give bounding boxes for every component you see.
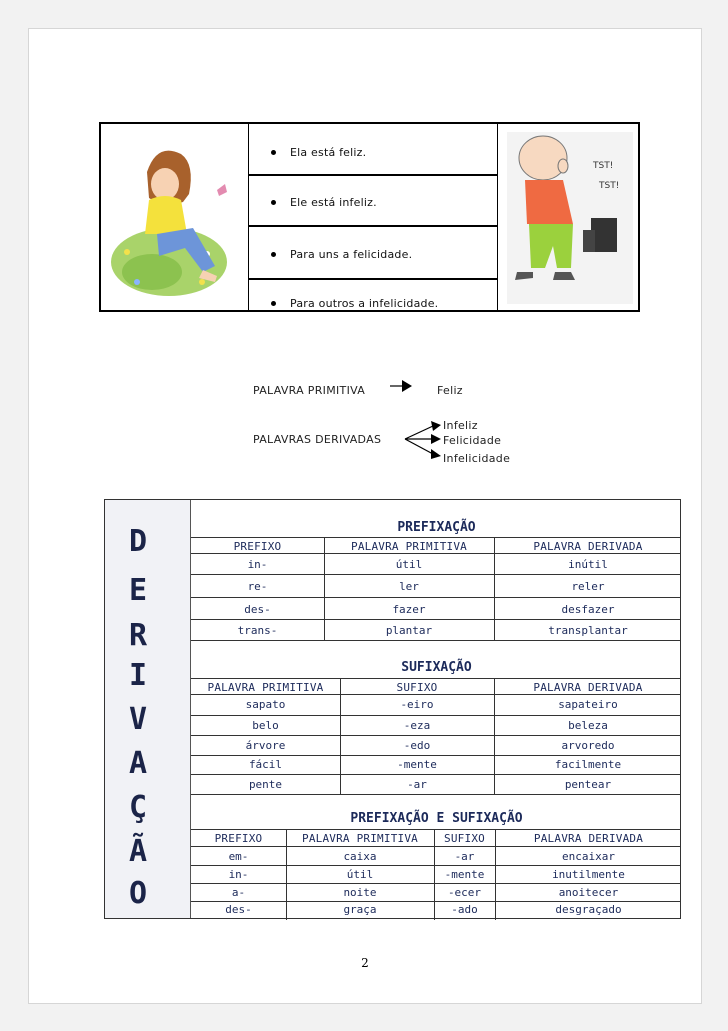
table-cell: trans- (237, 624, 278, 637)
page-number: 2 (361, 956, 369, 970)
branch-arrows-icon (403, 421, 443, 461)
table-cell: caixa (343, 850, 377, 863)
table-cell: transplantar (548, 624, 628, 637)
table-cell: ler (399, 580, 419, 593)
derived-word-1: Infeliz (443, 419, 478, 432)
col-header: PREFIXO (233, 540, 282, 553)
side-letter: E (129, 573, 148, 608)
table-cell: anoitecer (558, 886, 619, 899)
table-cell: desfazer (561, 603, 615, 616)
table-cell: sapateiro (558, 698, 618, 711)
col-header: PALAVRA PRIMITIVA (207, 681, 324, 694)
table-cell: in- (247, 558, 268, 571)
table-cell: encaixar (562, 850, 615, 863)
table-cell: árvore (245, 739, 286, 752)
table-cell: des- (244, 603, 271, 616)
side-letter: V (129, 702, 148, 737)
table-cell: fácil (248, 758, 283, 771)
col-header: SUFIXO (396, 681, 438, 694)
table-cell: -ar (454, 850, 475, 863)
table-cell: -eiro (400, 698, 434, 711)
col-header: PALAVRA DERIVADA (533, 681, 643, 694)
table-cell: -edo (403, 739, 431, 752)
boy-illustration (507, 132, 633, 304)
table-cell: útil (346, 868, 374, 881)
side-letter: O (129, 876, 148, 911)
primitive-label: PALAVRA PRIMITIVA (253, 384, 366, 397)
col-header: PALAVRA PRIMITIVA (302, 832, 418, 845)
sentence-2: Ele está infeliz. (271, 196, 377, 209)
side-letter: I (129, 658, 148, 693)
table-cell: -ar (407, 778, 427, 791)
side-letter: Ç (129, 790, 148, 825)
table-cell: -ado (451, 903, 478, 916)
table-cell: útil (395, 558, 423, 571)
table-cell: belo (252, 719, 279, 732)
svg-text:TST!: TST! (599, 181, 620, 191)
table-cell: pente (248, 778, 283, 791)
svg-text:TST!: TST! (593, 161, 614, 171)
table-cell: graça (343, 903, 377, 916)
table-cell: -ecer (447, 886, 482, 899)
derivacao-table (104, 499, 681, 919)
table-cell: noite (343, 886, 377, 899)
table-cell: re- (247, 580, 268, 593)
col-header: PALAVRA PRIMITIVA (351, 540, 467, 553)
side-letter: D (129, 524, 148, 559)
sentence-4: Para outros a infelicidade. (271, 297, 438, 310)
table-cell: desgraçado (555, 903, 622, 916)
side-letter: A (129, 746, 148, 781)
primitive-word: Feliz (437, 384, 463, 397)
prefixacao-sufixacao-title: PREFIXAÇÃO E SUFIXAÇÃO (350, 811, 523, 826)
table-cell: des- (225, 903, 252, 916)
col-header: PALAVRA DERIVADA (533, 540, 643, 553)
sentences-table (99, 122, 640, 312)
girl-illustration (107, 132, 237, 302)
derivacao-sidebar (105, 500, 191, 918)
table-cell: in- (228, 868, 249, 881)
table-cell: sapato (245, 698, 286, 711)
table-cell: arvoredo (561, 739, 615, 752)
side-letter: Ã (129, 834, 148, 869)
table-cell: -eza (403, 719, 431, 732)
table-cell: em- (228, 850, 249, 863)
table-cell: beleza (568, 719, 608, 732)
prefixacao-title: PREFIXAÇÃO (397, 520, 476, 535)
table-cell: inútil (568, 558, 608, 571)
arrow-right-icon (390, 379, 414, 395)
table-cell: inutilmente (552, 868, 625, 881)
derived-word-2: Felicidade (443, 434, 502, 447)
table-cell: -mente (444, 868, 485, 881)
table-cell: plantar (385, 624, 433, 637)
table-cell: facilmente (554, 758, 622, 771)
derived-label: PALAVRAS DERIVADAS (253, 433, 382, 446)
sufixacao-title: SUFIXAÇÃO (401, 660, 472, 675)
document-page (28, 28, 702, 1004)
side-letter: R (129, 618, 148, 653)
col-header: SUFIXO (444, 832, 485, 845)
table-cell: reler (571, 580, 605, 593)
table-cell: pentear (564, 778, 612, 791)
col-header: PALAVRA DERIVADA (533, 832, 644, 845)
sentence-3: Para uns a felicidade. (271, 248, 412, 261)
sentence-1: Ela está feliz. (271, 146, 366, 159)
table-cell: a- (231, 886, 246, 899)
table-cell: -mente (397, 758, 437, 771)
derived-word-3: Infelicidade (443, 452, 511, 465)
col-header: PREFIXO (214, 832, 263, 845)
table-cell: fazer (392, 603, 426, 616)
